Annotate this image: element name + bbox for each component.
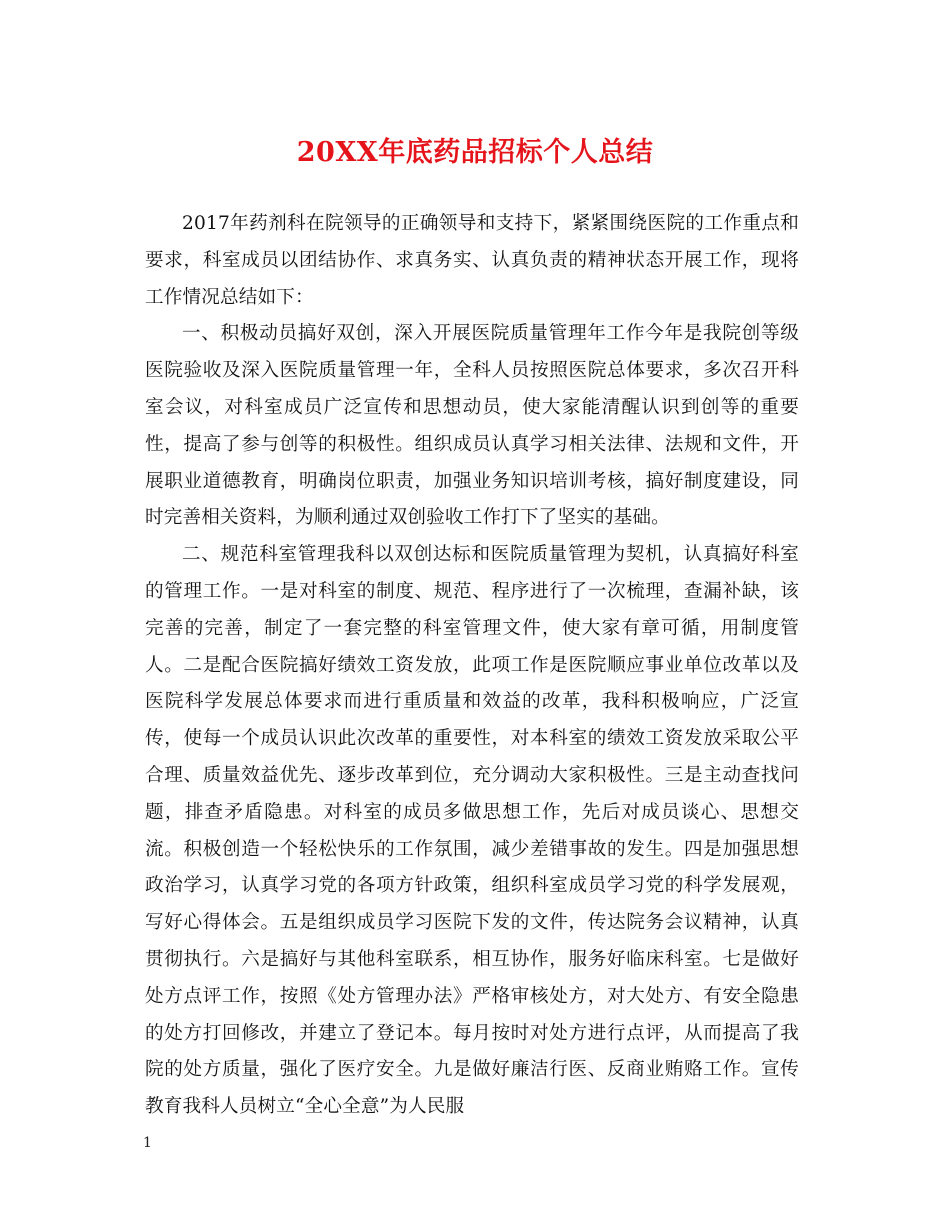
- document-body: [145, 206, 799, 1126]
- section-one-paragraph: 一、积极动员搞好双创，深入开展医院质量管理年工作今年是我院创等级医院验收及深入医院质量管理一年，全科人员按照医院总体要求，多次召开科室会议，对科室成员广泛宣传和思想动员，使大家能清醒认识到创等的重要性，提高了参与创等的积极性。组织成员认真学习相关法律、法规和文件，开展职业道德教育，明确岗位职责，加强业务知识培训考核，搞好制度建设，同时完善相关资料，为顺利通过双创验收工作打下了坚实的基础。: [145, 323, 799, 529]
- intro-paragraph: 2017年药剂科在院领导的正确领导和支持下，紧紧围绕医院的工作重点和要求，科室成员以团结协作、求真务实、认真负责的精神状态开展工作，现将工作情况总结如下：: [145, 213, 799, 308]
- section-two-paragraph: 二、规范科室管理我科以双创达标和医院质量管理为契机，认真搞好科室的管理工作。一是对科室的制度、规范、程序进行了一次梳理，查漏补缺，该完善的完善，制定了一套完整的科室管理文件，使大家有章可循，用制度管人。二是配合医院搞好绩效工资发放，此项工作是医院顺应事业单位改革以及医院科学发展总体要求而进行重质量和效益的改革，我科积极响应，广泛宣传，使每一个成员认识此次改革的重要性，对本科室的绩效工资发放采取公平合理、质量效益优先、逐步改革到位，充分调动大家积极性。三是主动查找问题，排查矛盾隐患。对科室的成员多做思想工作，先后对成员谈心、思想交流。积极创造一个轻松快乐的工作氛围，减少差错事故的发生。四是加强思想政治学习，认真学习党的各项方针政策，组织科室成员学习党的科学发展观，写好心得体会。五是组织成员学习医院下发的文件，传达院务会议精神，认真贯彻执行。六是搞好与其他科室联系，相互协作，服务好临床科室。七是做好处方点评工作，按照《处方管理办法》严格审核处方，对大处方、有安全隐患的处方打回修改，并建立了登记本。每月按时对处方进行点评，从而提高了我院的处方质量，强化了医疗安全。九是做好廉洁行医、反商业贿赂工作。宣传教育我科人员树立“全心全意”为人民服: [145, 544, 799, 1118]
- document-title: 20XX年底药品招标个人总结: [296, 137, 654, 168]
- page-number: 1: [143, 1135, 152, 1151]
